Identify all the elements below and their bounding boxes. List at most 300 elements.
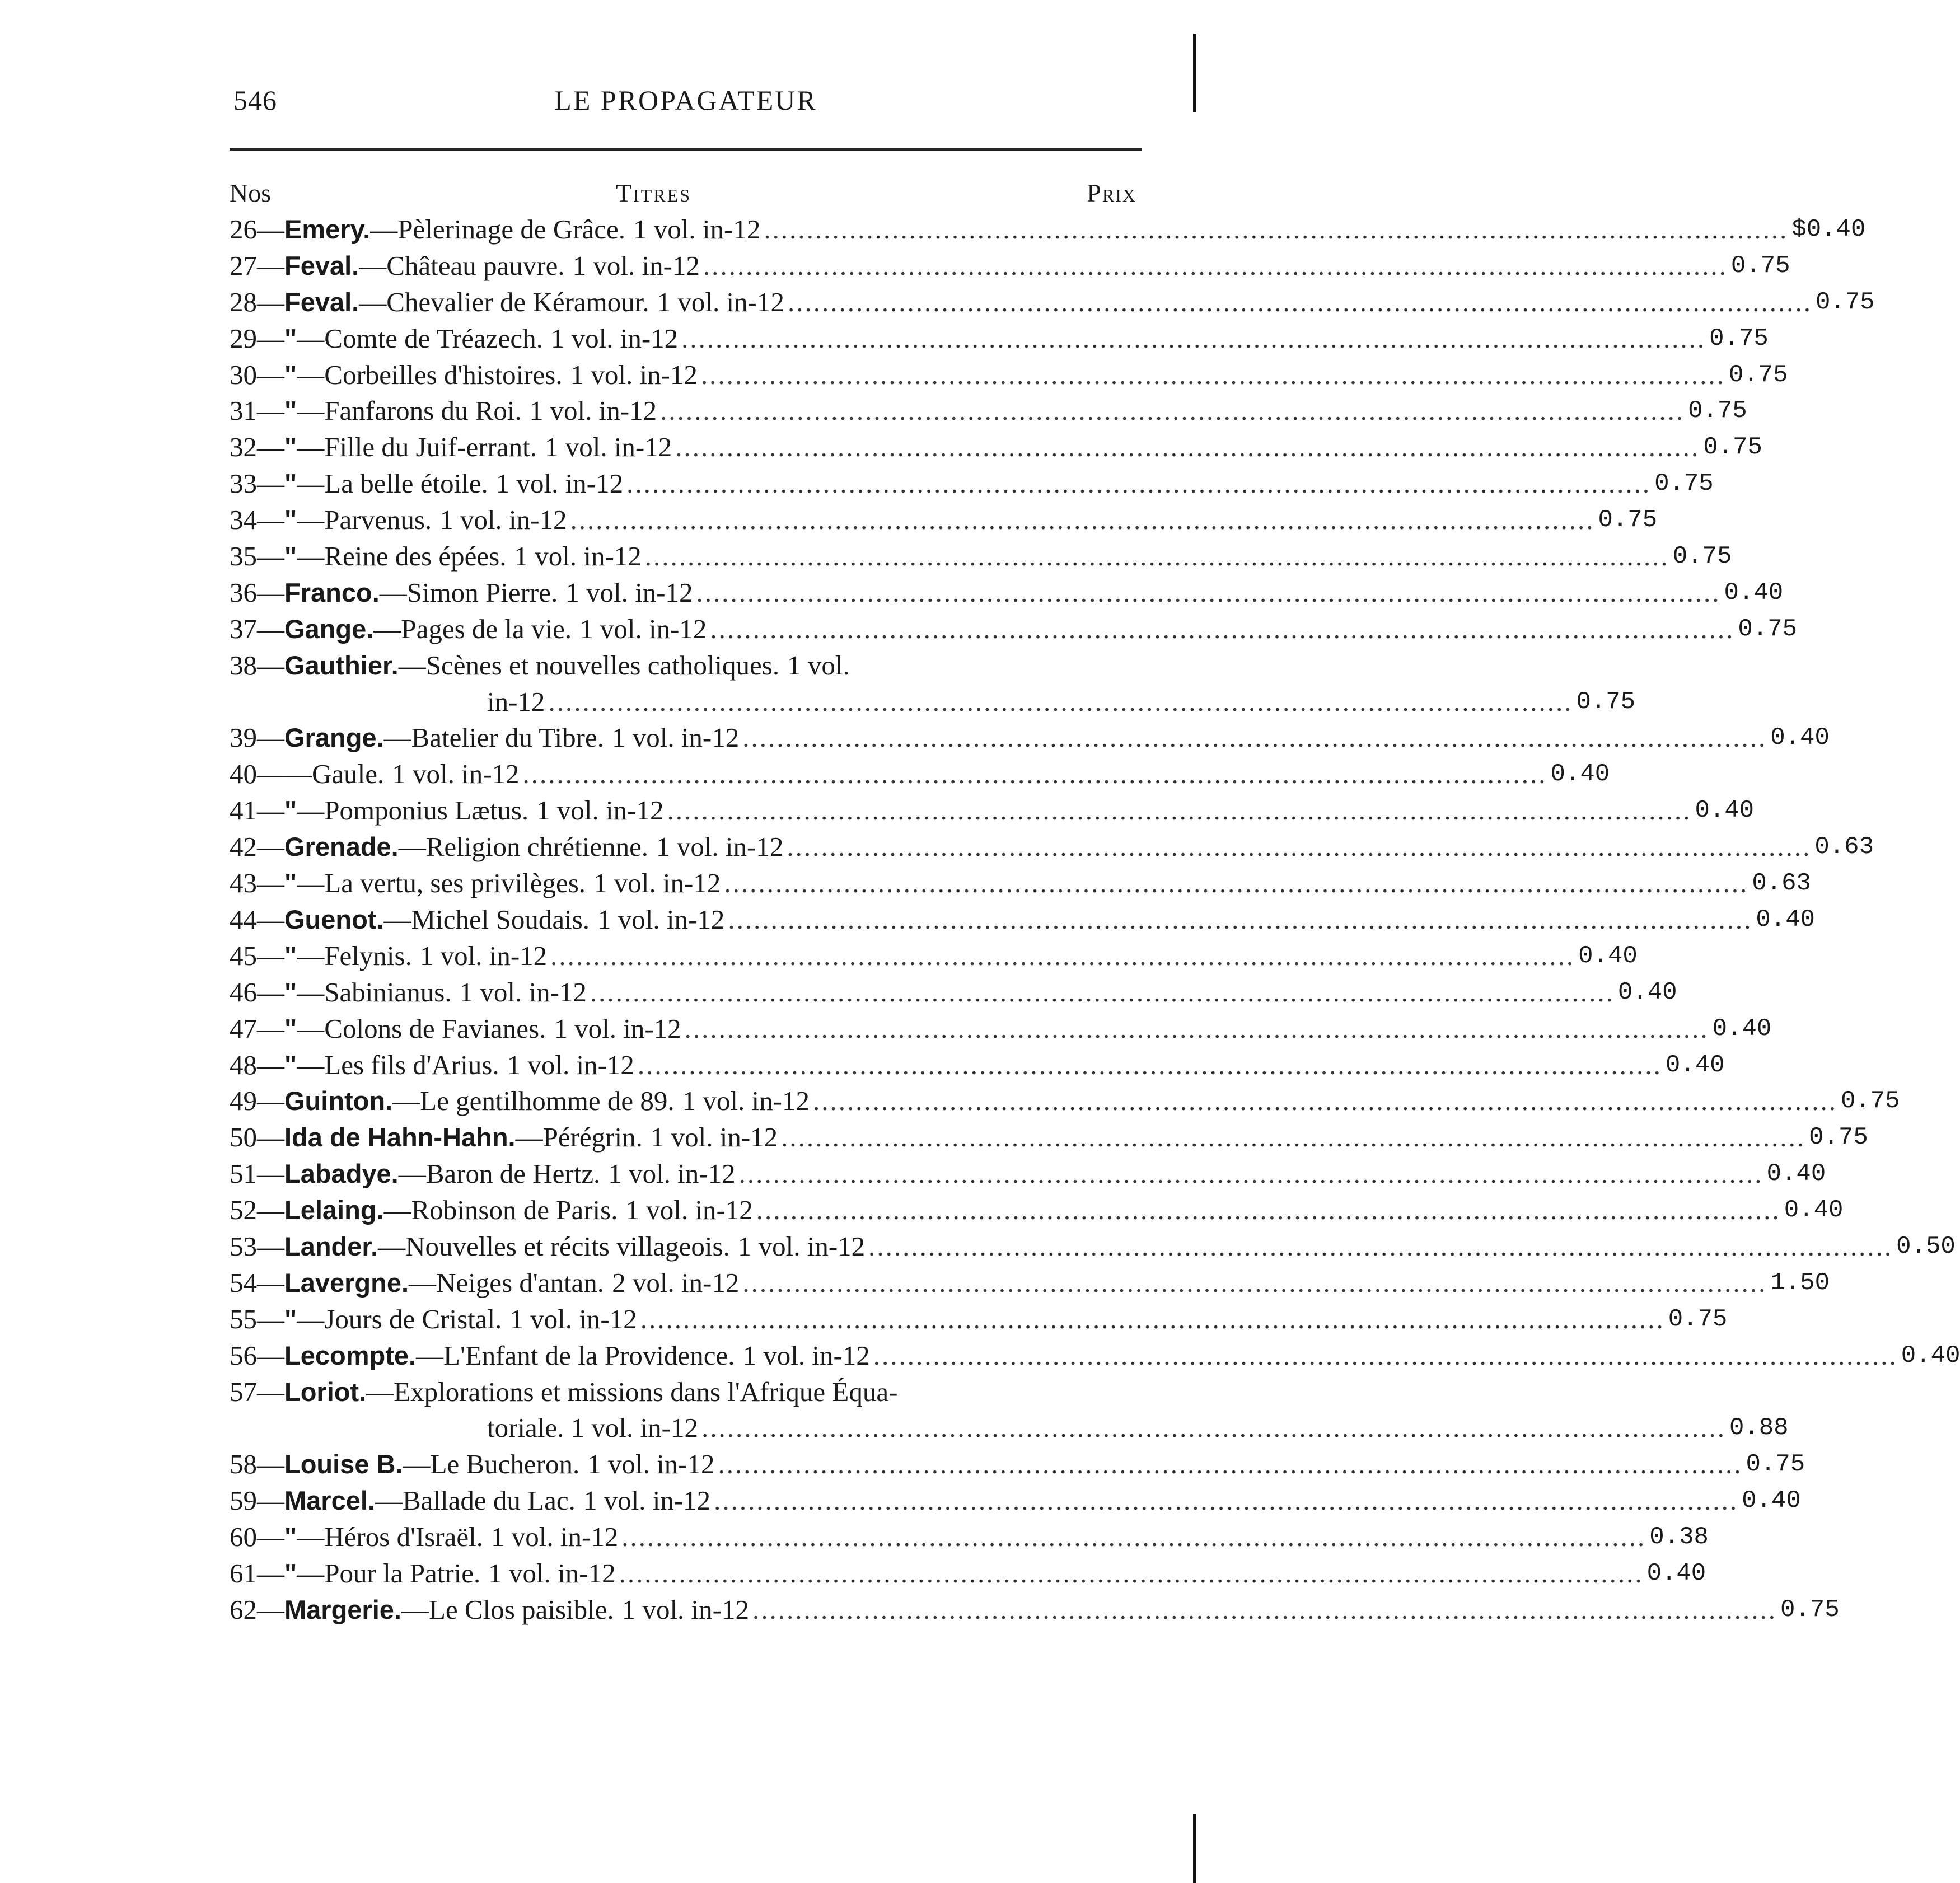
dot-leader: ........................................................................................................................ (742, 722, 1767, 753)
entry-title: —Explorations et missions dans l'Afrique Équa- (366, 1376, 898, 1407)
entry-number: 60 (230, 1521, 257, 1553)
entry-number: 38 (230, 649, 257, 681)
dot-leader: ........................................................................................................................ (787, 286, 1812, 317)
entry-volume: 1 vol. in-12 (459, 976, 587, 1008)
entry-volume: 1 vol. in-12 (488, 1557, 616, 1589)
entry-number: 28 (230, 286, 257, 317)
entry-price: 0.75 (1709, 324, 1769, 353)
dot-leader: ........................................................................................................................ (752, 1594, 1777, 1625)
entry-price: 0.63 (1814, 833, 1874, 861)
entry-author: Lecompte. (284, 1340, 417, 1370)
dot-leader: ........................................................................................................................ (873, 1339, 1898, 1371)
entry-author: " (284, 868, 297, 898)
entry-price: 0.40 (1784, 1196, 1844, 1225)
entry-price: 0.63 (1752, 869, 1811, 898)
entry-dash: — (257, 1122, 284, 1153)
entry-dash: — (257, 903, 284, 935)
entry-price: 0.75 (1815, 288, 1875, 316)
entry-price: 0.40 (1724, 578, 1784, 607)
entry-title: —Comte de Tréazech. (297, 322, 543, 354)
entry-title: —Pour la Patrie. (297, 1557, 481, 1589)
catalog-entry (230, 1192, 1844, 1229)
entry-dash: — (257, 504, 284, 536)
entry-dash: — (257, 1085, 284, 1117)
entry-number: 47 (230, 1013, 257, 1044)
entry-dash: — (257, 831, 284, 863)
entry-number: 52 (230, 1195, 257, 1226)
entry-author: " (284, 432, 297, 462)
entry-title: —Le Clos paisible. (401, 1594, 614, 1625)
entry-volume: 1 vol. in-12 (509, 1303, 637, 1334)
entry-title: —Corbeilles d'histoires. (297, 359, 563, 390)
entry-dash: — (257, 432, 284, 463)
entry-dash: — (257, 1013, 284, 1044)
entry-number: 44 (230, 903, 257, 935)
entry-dash: — (257, 868, 284, 899)
catalog-entry (230, 538, 1732, 575)
entry-price: 0.40 (1695, 797, 1755, 825)
entry-dash: — (257, 1230, 284, 1262)
entry-volume: 1 vol. in-12 (597, 903, 725, 935)
entry-dash: — (257, 649, 284, 681)
entry-price: 0.38 (1649, 1523, 1709, 1552)
catalog-entry (230, 975, 1677, 1011)
entry-number: 55 (230, 1303, 257, 1334)
dot-leader: ........................................................................................................................ (570, 504, 1595, 536)
entry-title: —Nouvelles et récits villageois. (378, 1230, 730, 1262)
scan-edge-mark (1193, 34, 1196, 112)
entry-author: Gauthier. (284, 650, 399, 680)
entry-title: —Sabinianus. (297, 976, 452, 1008)
dot-leader: ........................................................................................................................ (644, 541, 1669, 572)
entry-price: 0.75 (1780, 1595, 1840, 1624)
entry-volume: 1 vol. in-12 (583, 1485, 711, 1516)
catalog-entry (230, 648, 1636, 720)
entry-title: —Chevalier de Kéramour. (359, 286, 649, 317)
catalog-entry (230, 756, 1610, 793)
entry-author: " (284, 795, 297, 826)
entry-price: 0.75 (1738, 615, 1798, 643)
catalog-entry (230, 1338, 1960, 1374)
entry-price: 0.40 (1617, 978, 1677, 1006)
entry-number: 45 (230, 940, 257, 971)
entry-author: " (284, 940, 297, 971)
entry-number: 46 (230, 976, 257, 1008)
entry-volume: 1 vol. in-12 (657, 286, 784, 317)
entry-title: —Robinson de Paris. (383, 1195, 618, 1226)
entry-continuation: in-12 (487, 686, 545, 717)
dot-leader: ........................................................................................................................ (675, 432, 1700, 463)
entry-volume: 1 vol. in-12 (682, 1085, 810, 1117)
entry-dash: — (257, 1521, 284, 1553)
entry-volume: 1 vol. (787, 649, 850, 681)
dot-leader: ........................................................................................................................ (550, 940, 1575, 971)
dot-leader: ........................................................................................................................ (710, 613, 1735, 644)
catalog-entry (230, 611, 1798, 648)
entry-title: —Héros d'Israël. (297, 1521, 483, 1553)
entry-price: 0.75 (1809, 1123, 1868, 1152)
entry-number: 31 (230, 395, 257, 427)
entry-dash: — (257, 1339, 284, 1371)
entry-number: 35 (230, 541, 257, 572)
catalog-entry (230, 1374, 1789, 1447)
entry-number: 33 (230, 468, 257, 499)
entry-dash: — (257, 1267, 284, 1298)
entry-volume: 1 vol. in-12 (490, 1521, 619, 1553)
entry-price: 0.75 (1688, 397, 1747, 425)
dot-leader: ........................................................................................................................ (812, 1085, 1837, 1117)
entry-number: 37 (230, 613, 257, 644)
dot-leader: ........................................................................................................................ (703, 250, 1728, 281)
entry-volume: 1 vol. in-12 (633, 214, 761, 245)
dot-leader: ........................................................................................................................ (681, 322, 1706, 354)
entry-title: —Le gentilhomme de 89. (392, 1085, 675, 1117)
entry-dash: — (257, 577, 284, 608)
entry-author: " (284, 505, 297, 535)
entry-volume: 1 vol. in-12 (570, 359, 698, 390)
dot-leader: ........................................................................................................................ (868, 1230, 1893, 1262)
entry-price: 0.40 (1712, 1014, 1772, 1043)
entry-dash: — (257, 468, 284, 499)
catalog-entry (230, 1592, 1840, 1628)
catalog-entry (230, 393, 1747, 429)
dot-leader: ........................................................................................................................ (787, 831, 1812, 863)
entry-title: —Batelier du Tibre. (383, 722, 604, 753)
dot-leader: ........................................................................................................................ (684, 1013, 1709, 1044)
entry-author: " (284, 1050, 297, 1080)
dot-leader: ........................................................................................................................ (756, 1195, 1781, 1226)
dot-leader: ........................................................................................................................ (738, 1158, 1763, 1189)
entry-volume: 1 vol. in-12 (656, 831, 784, 863)
entry-volume: 1 vol. in-12 (625, 1195, 753, 1226)
catalog-entry (230, 1446, 1805, 1483)
entry-author: Labadye. (284, 1159, 399, 1189)
entry-number: 53 (230, 1230, 257, 1262)
entry-title: —Jours de Cristal. (297, 1303, 502, 1334)
entry-dash: — (257, 976, 284, 1008)
entry-price: 0.40 (1665, 1051, 1725, 1079)
column-header-nos: Nos (230, 179, 272, 207)
entry-dash: — (257, 1376, 284, 1407)
dot-leader: ........................................................................................................................ (701, 1412, 1726, 1444)
entry-volume: 1 vol. in-12 (737, 1230, 866, 1262)
dot-leader: ........................................................................................................................ (728, 903, 1753, 935)
entry-price: $0.40 (1791, 216, 1866, 243)
entry-dash: — (257, 395, 284, 427)
dot-leader: ........................................................................................................................ (724, 868, 1749, 899)
dot-leader: ........................................................................................................................ (696, 577, 1721, 608)
entry-title: —Michel Soudais. (383, 903, 590, 935)
dot-leader: ........................................................................................................................ (781, 1122, 1806, 1153)
catalog-entry (230, 212, 1866, 248)
entry-number: 30 (230, 359, 257, 390)
catalog-entry (230, 720, 1830, 756)
catalog-entry (230, 1519, 1709, 1556)
catalog-entry (230, 1556, 1706, 1592)
entry-price: 0.40 (1770, 724, 1830, 752)
header-rule (230, 148, 1142, 151)
entry-dash: — (257, 250, 284, 281)
entry-price: 0.75 (1730, 251, 1790, 280)
entry-number: 50 (230, 1122, 257, 1153)
entry-number: 32 (230, 432, 257, 463)
entry-number: 42 (230, 831, 257, 863)
catalog-entry (230, 575, 1784, 611)
entry-author: Lelaing. (284, 1195, 384, 1225)
entry-author: " (284, 977, 297, 1007)
entry-dash: — (257, 1557, 284, 1589)
entry-author: Guenot. (284, 904, 384, 934)
entry-dash: — (257, 758, 284, 790)
entry-number: 27 (230, 250, 257, 281)
entry-author: Grange. (284, 723, 384, 753)
entry-number: 36 (230, 577, 257, 608)
entry-price: 0.40 (1742, 1487, 1801, 1515)
dot-leader: ........................................................................................................................ (667, 795, 1692, 826)
entry-volume: 1 vol. in-12 (579, 613, 707, 644)
entry-volume: 1 vol. in-12 (587, 1449, 715, 1480)
entry-title: —L'Enfant de la Providence. (416, 1339, 735, 1371)
entry-price: 0.75 (1576, 687, 1636, 716)
column-header-titres: Titres (616, 179, 691, 207)
entry-volume: 1 vol. in-12 (536, 795, 664, 826)
entry-volume: 1 vol. in-12 (565, 577, 693, 608)
dot-leader: ........................................................................................................................ (619, 1557, 1644, 1589)
dot-leader: ........................................................................................................................ (590, 976, 1615, 1008)
entry-volume: 1 vol. in-12 (439, 504, 567, 536)
entry-price: 1.50 (1770, 1268, 1830, 1297)
catalog-entry (230, 1047, 1725, 1084)
entry-title: —La vertu, ses privilèges. (297, 868, 586, 899)
entry-author: Gange. (284, 613, 374, 644)
entry-price: 0.40 (1550, 760, 1610, 789)
entry-author: Emery. (284, 214, 371, 244)
entry-number: 58 (230, 1449, 257, 1480)
dot-leader: ........................................................................................................................ (522, 758, 1547, 790)
entry-title: —Fanfarons du Roi. (297, 395, 522, 427)
catalog-entry (230, 1229, 1956, 1265)
dot-leader: ........................................................................................................................ (660, 395, 1685, 427)
entry-title: —Simon Pierre. (379, 577, 558, 608)
entry-volume: 1 vol. in-12 (507, 1049, 634, 1080)
entry-number: 61 (230, 1557, 257, 1589)
entry-dash: — (257, 214, 284, 245)
entry-author: Marcel. (284, 1486, 375, 1516)
entry-volume: 1 vol. in-12 (608, 1158, 736, 1189)
entry-title: —Pèlerinage de Grâce. (370, 214, 626, 245)
dot-leader: ........................................................................................................................ (637, 1049, 1662, 1080)
dot-leader: ........................................................................................................................ (621, 1521, 1646, 1553)
entry-number: 41 (230, 795, 257, 826)
entry-dash: — (257, 1303, 284, 1334)
entry-author: Lavergne. (284, 1267, 409, 1298)
entry-title: —Neiges d'antan. (409, 1267, 605, 1298)
entry-continuation: toriale. 1 vol. in-12 (487, 1412, 698, 1444)
entry-price: 0.75 (1654, 470, 1714, 498)
catalog-entry (230, 1483, 1801, 1519)
entry-title: —Ballade du Lac. (375, 1485, 576, 1516)
entry-dash: — (257, 940, 284, 971)
scan-edge-mark-bottom (1193, 1814, 1196, 1883)
entry-author: " (284, 323, 297, 353)
catalog-entry (230, 321, 1769, 357)
entry-number: 48 (230, 1049, 257, 1080)
entry-number: 51 (230, 1158, 257, 1189)
entry-dash: — (257, 795, 284, 826)
entry-price: 0.50 (1896, 1232, 1956, 1261)
entry-price: 0.75 (1668, 1305, 1728, 1333)
entry-price: 0.75 (1840, 1087, 1900, 1116)
dot-leader: ........................................................................................................................ (700, 359, 1725, 390)
entry-number: 34 (230, 504, 257, 536)
entry-author: " (284, 359, 297, 390)
entry-number: 62 (230, 1594, 257, 1625)
catalog-entry (230, 357, 1788, 394)
catalog-entry (230, 865, 1811, 902)
entry-number: 39 (230, 722, 257, 753)
entry-title: —Scènes et nouvelles catholiques. (398, 649, 780, 681)
entry-title: —Fille du Juif-errant. (297, 432, 537, 463)
entry-author: " (284, 1522, 297, 1552)
entry-volume: 1 vol. in-12 (572, 250, 700, 281)
entry-number: 54 (230, 1267, 257, 1298)
entry-author: " (284, 1558, 297, 1588)
entry-volume: 1 vol. in-12 (495, 468, 624, 499)
entry-title: —Felynis. (297, 940, 412, 971)
entry-dash: — (257, 322, 284, 354)
dot-leader: ........................................................................................................................ (714, 1485, 1739, 1516)
entry-volume: 1 vol. in-12 (550, 322, 679, 354)
entry-title: —Gaule. (284, 758, 385, 790)
catalog-entry (230, 284, 1875, 321)
entry-volume: 1 vol. in-12 (514, 541, 642, 572)
entry-number: 26 (230, 214, 257, 245)
entry-author: Grenade. (284, 832, 399, 862)
entry-title: —Pages de la vie. (373, 613, 572, 644)
entry-volume: 1 vol. in-12 (392, 758, 520, 790)
running-title: LE PROPAGATEUR (554, 85, 817, 116)
entry-number: 56 (230, 1339, 257, 1371)
entry-price: 0.75 (1672, 542, 1732, 571)
dot-leader: ........................................................................................................................ (764, 214, 1789, 245)
entry-dash: — (257, 1594, 284, 1625)
entry-author: " (284, 1013, 297, 1043)
entry-volume: 1 vol. in-12 (621, 1594, 749, 1625)
entry-author: Lander. (284, 1231, 378, 1261)
column-header-prix: Prix (1087, 179, 1136, 207)
catalog-entry (230, 1156, 1826, 1192)
entry-dash: — (257, 1195, 284, 1226)
entry-price: 0.40 (1901, 1341, 1960, 1370)
entry-number: 59 (230, 1485, 257, 1516)
entry-number: 43 (230, 868, 257, 899)
entry-volume: 1 vol. in-12 (419, 940, 548, 971)
entry-dash: — (257, 613, 284, 644)
entry-volume: 2 vol. in-12 (612, 1267, 740, 1298)
entry-price: 0.88 (1729, 1414, 1789, 1442)
entry-price: 0.75 (1728, 360, 1788, 389)
entry-volume: 1 vol. in-12 (742, 1339, 870, 1371)
entry-title: —Religion chrétienne. (398, 831, 649, 863)
entry-dash: — (257, 1158, 284, 1189)
entry-author: " (284, 396, 297, 426)
entry-author: Feval. (284, 287, 359, 317)
entry-price: 0.40 (1578, 942, 1638, 970)
entry-volume: 1 vol. in-12 (554, 1013, 681, 1044)
entry-volume: 1 vol. in-12 (529, 395, 657, 427)
catalog-entry (230, 1120, 1868, 1156)
entry-dash: — (257, 359, 284, 390)
entry-title: —La belle étoile. (297, 468, 488, 499)
entry-title: —Colons de Favianes. (297, 1013, 546, 1044)
entry-volume: 1 vol. in-12 (611, 722, 740, 753)
catalog-entry (230, 793, 1755, 829)
entry-title: —Château pauvre. (359, 250, 565, 281)
dot-leader: ........................................................................................................................ (626, 468, 1652, 499)
entry-author: Louise B. (284, 1449, 403, 1479)
entry-number: 49 (230, 1085, 257, 1117)
entry-price: 0.40 (1766, 1160, 1826, 1188)
dot-leader: ........................................................................................................................ (718, 1449, 1743, 1480)
entry-author: Loriot. (284, 1376, 367, 1407)
entry-price: 0.40 (1756, 905, 1815, 934)
entry-volume: 1 vol. in-12 (650, 1122, 778, 1153)
entry-author: Guinton. (284, 1086, 393, 1116)
entry-dash: — (257, 722, 284, 753)
entry-price: 0.75 (1598, 506, 1658, 535)
entry-dash: — (257, 286, 284, 317)
entry-price: 0.40 (1646, 1559, 1706, 1587)
page-number: 546 (233, 85, 277, 116)
entry-dash: — (257, 541, 284, 572)
entry-dash: — (257, 1485, 284, 1516)
entry-author: " (284, 541, 297, 572)
catalog-entry (230, 1301, 1728, 1338)
catalog-entry (230, 829, 1874, 865)
entry-title: —Pérégrin. (515, 1122, 643, 1153)
dot-leader: ........................................................................................................................ (548, 686, 1573, 717)
entry-dash: — (257, 1049, 284, 1080)
catalog-list (230, 212, 1960, 1628)
entry-title: —Les fils d'Arius. (297, 1049, 499, 1080)
entry-author: " (284, 469, 297, 499)
page-header (227, 84, 1145, 129)
entry-author: Feval. (284, 250, 359, 280)
dot-leader: ........................................................................................................................ (742, 1267, 1767, 1298)
catalog-entry (230, 1011, 1772, 1047)
entry-title: —Baron de Hertz. (398, 1158, 601, 1189)
entry-author: " (284, 1304, 297, 1334)
catalog-entry (230, 429, 1762, 466)
catalog-entry (230, 466, 1714, 502)
entry-number: 29 (230, 322, 257, 354)
entry-volume: 1 vol. in-12 (544, 432, 672, 463)
entry-dash: — (257, 1449, 284, 1480)
entry-number: 40 (230, 758, 257, 790)
catalog-entry (230, 938, 1638, 975)
entry-price: 0.75 (1746, 1450, 1805, 1479)
entry-title: —Le Bucheron. (403, 1449, 580, 1480)
entry-author: Ida de Hahn-Hahn. (284, 1122, 516, 1153)
entry-title: —Parvenus. (297, 504, 432, 536)
dot-leader: ........................................................................................................................ (640, 1303, 1665, 1334)
entry-number: 57 (230, 1376, 257, 1407)
entry-price: 0.75 (1703, 433, 1762, 462)
entry-title: —Reine des épées. (297, 541, 507, 572)
catalog-entry (230, 1265, 1830, 1301)
entry-author: Margerie. (284, 1594, 401, 1624)
entry-author: Franco. (284, 577, 380, 607)
